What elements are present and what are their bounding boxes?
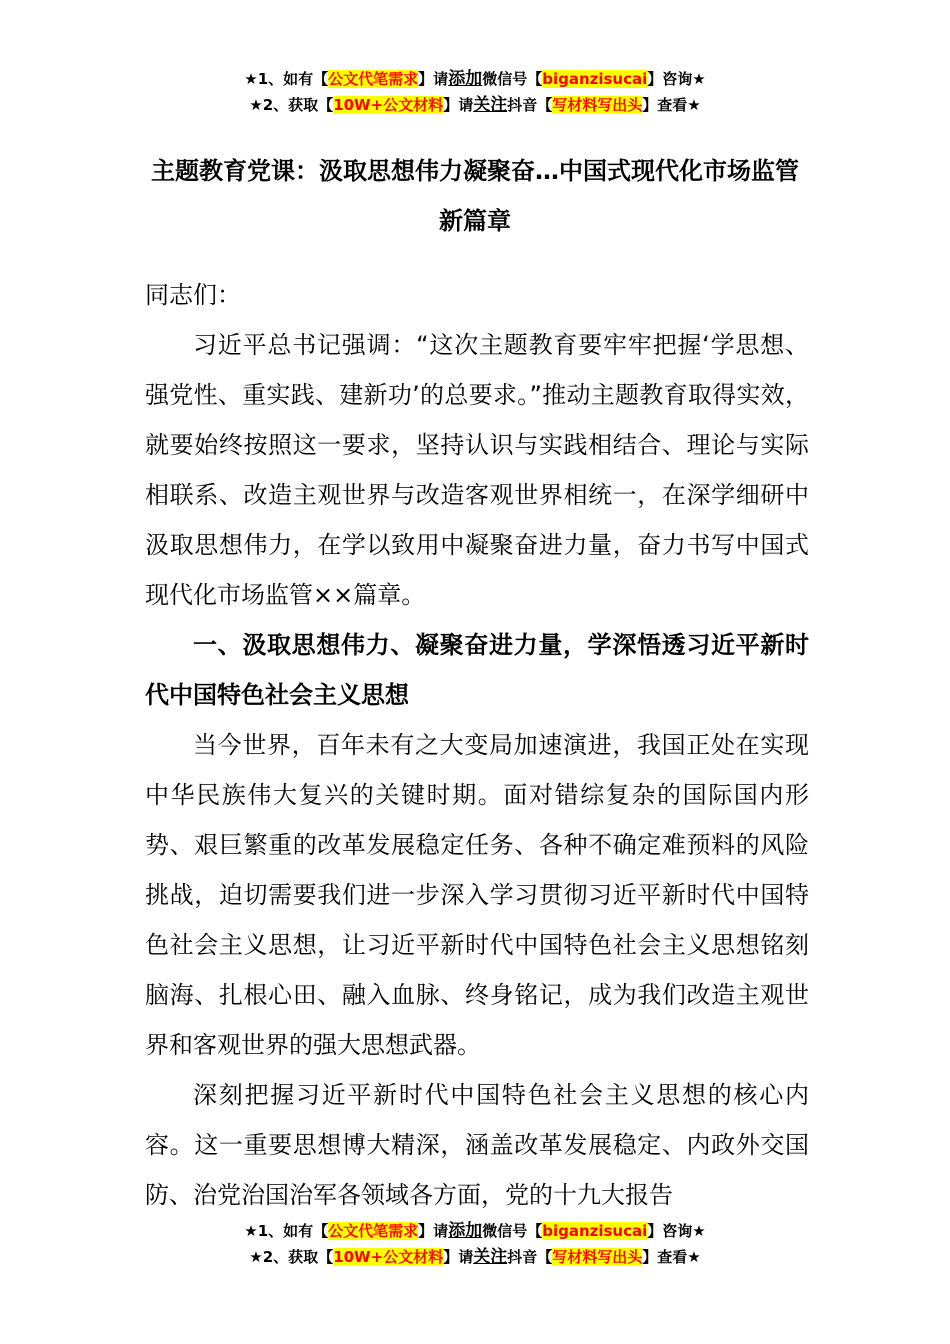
banner-highlight: 公文代笔需求 (328, 1222, 419, 1240)
banner-highlight: biganzisucai (542, 70, 648, 88)
banner-highlight: biganzisucai (542, 1222, 648, 1240)
banner-line-2: ★2、获取【10W+公文材料】请关注抖音【写材料写出头】查看★ (249, 1247, 701, 1267)
paragraph: 当今世界，百年未有之大变局加速演进，我国正处在实现中华民族伟大复兴的关键时期。面对错综复杂的国际国内形势、艰巨繁重的改革发展稳定任务、各种不确定难预料的风险挑战，迫切需要我们进一步深入学习贯彻习近平新时代中国特色社会主义思想，让习近平新时代中国特色社会主义思想铭刻脑海、扎根心田、融入血脉、终身铭记，成为我们改造主观世界和客观世界的强大思想武器。 (145, 731, 809, 1059)
banner-highlight: 写材料写出头 (552, 1248, 643, 1266)
top-banner (0, 66, 950, 118)
bottom-banner (0, 1218, 950, 1270)
banner-highlight: 10W+公文材料 (333, 1248, 444, 1266)
banner-line-1: ★1、如有【公文代笔需求】请添加微信号【biganzisucai】咨询★ (244, 69, 706, 89)
banner-line-1: ★1、如有【公文代笔需求】请添加微信号【biganzisucai】咨询★ (244, 1221, 706, 1241)
banner-highlight: 公文代笔需求 (328, 70, 419, 88)
greeting: 同志们： (145, 281, 241, 309)
document-title: 主题教育党课：汲取思想伟力凝聚奋…中国式现代化市场监管新篇章 (151, 157, 799, 235)
banner-line-2: ★2、获取【10W+公文材料】请关注抖音【写材料写出头】查看★ (249, 95, 701, 115)
paragraph: 习近平总书记强调：“这次主题教育要牢牢把握‘学思想、强党性、重实践、建新功’的总要求。”推动主题教育取得实效，就要始终按照这一要求，坚持认识与实践相结合、理论与实际相联系、改造主观世界与改造客观世界相统一，在深学细研中汲取思想伟力，在学以致用中凝聚奋进力量，奋力书写中国式现代化市场监管××篇章。 (145, 331, 809, 609)
paragraph: 深刻把握习近平新时代中国特色社会主义思想的核心内容。这一重要思想博大精深，涵盖改革发展稳定、内政外交国防、治党治国治军各领域各方面，党的十九大报告 (145, 1081, 809, 1209)
banner-highlight: 写材料写出头 (552, 96, 643, 114)
document-body (145, 270, 809, 1220)
section-heading: 一、汲取思想伟力、凝聚奋进力量，学深悟透习近平新时代中国特色社会主义思想 (145, 631, 809, 709)
banner-highlight: 10W+公文材料 (333, 96, 444, 114)
